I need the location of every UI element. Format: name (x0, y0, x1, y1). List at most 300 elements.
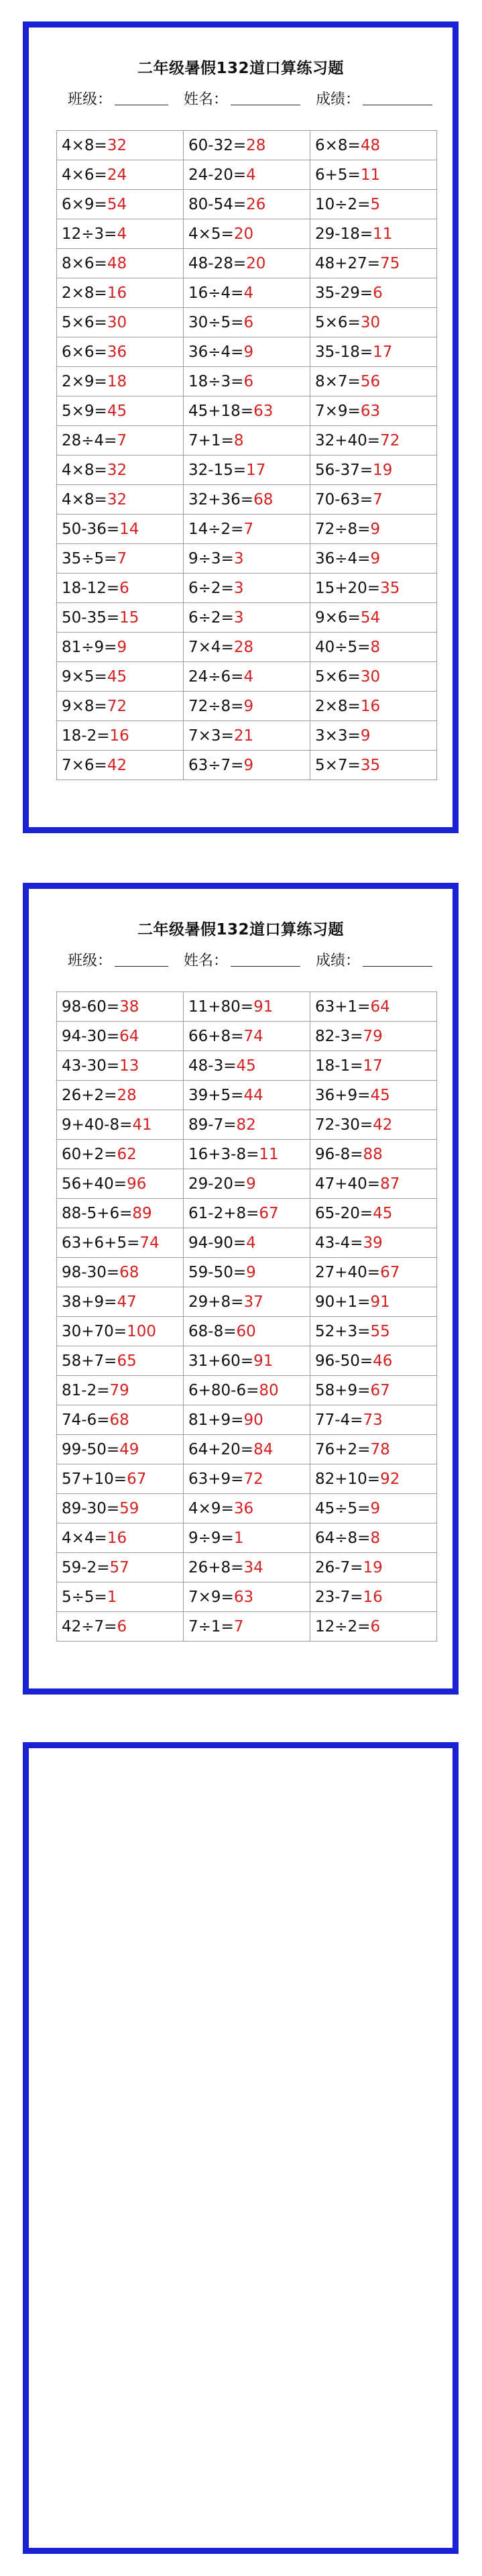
problem-cell (57, 455, 184, 485)
problem-cell (57, 1140, 184, 1169)
problem-answer: 9 (246, 1175, 256, 1193)
problem-expression: 7+1= (188, 431, 234, 449)
class-label: 班级： (68, 953, 113, 969)
problem-cell (184, 219, 310, 249)
problem-expression: 77-4= (315, 1411, 363, 1429)
problem-cell (310, 1376, 437, 1405)
problem-expression: 3×3= (315, 727, 361, 745)
problem-answer: 54 (107, 195, 127, 213)
problem-cell (57, 367, 184, 396)
problem-cell (184, 692, 310, 721)
problem-row (57, 1582, 437, 1612)
problem-cell (57, 219, 184, 249)
problem-answer: 32 (107, 461, 127, 479)
problem-answer: 30 (107, 313, 127, 331)
problem-cell (310, 485, 437, 515)
problem-cell (57, 1022, 184, 1051)
problem-expression: 15+20= (315, 579, 381, 597)
problem-answer: 74 (139, 1234, 160, 1252)
problem-cell (310, 1582, 437, 1612)
problem-row (57, 1435, 437, 1464)
problem-cell (57, 574, 184, 603)
problem-cell (57, 1051, 184, 1081)
problem-expression: 63+9= (188, 1470, 244, 1488)
problem-answer: 90 (243, 1411, 263, 1429)
problem-answer: 18 (107, 372, 127, 390)
problem-answer: 5 (370, 195, 381, 213)
problem-row (57, 1110, 437, 1140)
problem-answer: 9 (370, 549, 381, 568)
problem-cell (57, 1169, 184, 1199)
problem-cell (184, 308, 310, 337)
problem-cell (184, 515, 310, 544)
problem-row (57, 1258, 437, 1287)
problem-cell (57, 544, 184, 574)
problem-answer: 9 (243, 343, 254, 361)
problem-expression: 7×4= (188, 638, 234, 656)
problem-expression: 38+9= (62, 1293, 117, 1311)
problem-cell (57, 190, 184, 219)
problem-cell (57, 426, 184, 455)
problem-answer: 48 (107, 254, 127, 272)
problem-cell (57, 1435, 184, 1464)
problem-answer: 4 (246, 1234, 256, 1252)
problem-expression: 81-2= (62, 1381, 110, 1399)
problem-expression: 63÷7= (188, 756, 244, 774)
problem-answer: 91 (253, 998, 274, 1016)
problem-expression: 80-54= (188, 195, 247, 213)
problem-cell (57, 1494, 184, 1523)
problem-answer: 6 (243, 313, 254, 331)
problem-cell (57, 633, 184, 662)
problem-expression: 29-20= (188, 1175, 247, 1193)
problem-expression: 58+7= (62, 1352, 117, 1370)
problem-expression: 96-8= (315, 1145, 363, 1163)
problem-answer: 11 (259, 1145, 279, 1163)
problem-answer: 55 (370, 1322, 390, 1340)
problem-answer: 6 (243, 372, 254, 390)
problem-cell (184, 1228, 310, 1258)
worksheet-page-3-blank (23, 1742, 459, 2554)
problem-cell (310, 337, 437, 367)
problem-expression: 89-30= (62, 1499, 120, 1517)
problem-cell (310, 1051, 437, 1081)
problem-answer: 36 (233, 1499, 254, 1517)
problem-expression: 5×9= (62, 402, 107, 420)
problem-row (57, 574, 437, 603)
problem-row (57, 337, 437, 367)
problem-answer: 91 (253, 1352, 274, 1370)
problem-cell (57, 1464, 184, 1494)
problem-answer: 68 (109, 1411, 129, 1429)
problem-answer: 15 (119, 608, 139, 627)
problem-answer: 9 (370, 520, 381, 538)
problem-cell (57, 515, 184, 544)
problem-expression: 7×9= (188, 1588, 234, 1606)
problem-cell (184, 633, 310, 662)
problem-answer: 32 (107, 490, 127, 508)
class-blank[interactable] (115, 966, 168, 967)
problem-expression: 39+5= (188, 1086, 244, 1104)
problem-expression: 23-7= (315, 1588, 363, 1606)
name-label: 姓名： (184, 91, 229, 108)
problem-answer: 60 (236, 1322, 256, 1340)
problem-answer: 34 (243, 1558, 263, 1576)
problem-cell (184, 1376, 310, 1405)
problem-expression: 27+40= (315, 1263, 381, 1281)
problem-row (57, 160, 437, 190)
problem-expression: 57+10= (62, 1470, 127, 1488)
problem-cell (310, 603, 437, 633)
problem-cell (184, 337, 310, 367)
problem-expression: 99-50= (62, 1440, 120, 1458)
problem-answer: 63 (233, 1588, 254, 1606)
name-blank[interactable] (231, 966, 300, 967)
problem-expression: 94-90= (188, 1234, 247, 1252)
problem-expression: 26-7= (315, 1558, 363, 1576)
score-label: 成绩： (316, 91, 361, 108)
problem-expression: 4×5= (188, 225, 234, 243)
problem-answer: 9 (243, 756, 254, 774)
problem-answer: 79 (109, 1381, 129, 1399)
problem-cell (184, 1317, 310, 1346)
problem-expression: 88-5+6= (62, 1204, 133, 1222)
problem-cell (310, 190, 437, 219)
problem-expression: 9+40-8= (62, 1116, 133, 1134)
problem-answer: 3 (233, 608, 244, 627)
problem-cell (184, 662, 310, 692)
problem-expression: 48+27= (315, 254, 381, 272)
problem-cell (310, 1081, 437, 1110)
problem-expression: 66+8= (188, 1027, 244, 1045)
problem-answer: 11 (360, 166, 381, 184)
problem-expression: 16+3-8= (188, 1145, 259, 1163)
problem-cell (184, 190, 310, 219)
problem-cell (310, 515, 437, 544)
score-blank[interactable] (363, 966, 432, 967)
problem-expression: 42÷7= (62, 1617, 117, 1635)
problem-answer: 78 (370, 1440, 390, 1458)
problem-row (57, 515, 437, 544)
problem-answer: 89 (132, 1204, 152, 1222)
problem-expression: 63+1= (315, 998, 371, 1016)
problem-expression: 8×7= (315, 372, 361, 390)
problem-expression: 11+80= (188, 998, 254, 1016)
problem-cell (184, 1582, 310, 1612)
problem-answer: 45 (236, 1057, 256, 1075)
problem-answer: 67 (127, 1470, 147, 1488)
problem-answer: 16 (360, 697, 381, 715)
problem-row (57, 426, 437, 455)
problem-cell (184, 1199, 310, 1228)
problem-expression: 29+8= (188, 1293, 244, 1311)
problem-row (57, 1494, 437, 1523)
problem-answer: 28 (233, 638, 254, 656)
problem-row (57, 1464, 437, 1494)
problem-cell (184, 1523, 310, 1553)
problem-cell (57, 1582, 184, 1612)
problem-expression: 7×6= (62, 756, 107, 774)
problem-cell (184, 1464, 310, 1494)
problem-expression: 4×9= (188, 1499, 234, 1517)
problem-expression: 58+9= (315, 1381, 371, 1399)
problem-cell (184, 721, 310, 751)
problem-expression: 40÷5= (315, 638, 371, 656)
problem-answer: 35 (380, 579, 400, 597)
class-label: 班级： (68, 91, 113, 108)
problem-expression: 9×6= (315, 608, 361, 627)
problem-row (57, 1287, 437, 1317)
problem-expression: 61-2+8= (188, 1204, 259, 1222)
problem-answer: 67 (259, 1204, 279, 1222)
problem-cell (184, 751, 310, 780)
problem-expression: 18÷3= (188, 372, 244, 390)
problem-answer: 79 (363, 1027, 383, 1045)
problem-cell (184, 1169, 310, 1199)
problem-answer: 100 (127, 1322, 156, 1340)
problem-cell (57, 160, 184, 190)
problem-cell (184, 1612, 310, 1642)
problem-cell (184, 992, 310, 1022)
problem-expression: 2×8= (315, 697, 361, 715)
problem-answer: 7 (243, 520, 254, 538)
problem-answer: 48 (360, 136, 381, 154)
problem-answer: 67 (370, 1381, 390, 1399)
problem-expression: 4×8= (62, 490, 107, 508)
problem-cell (310, 308, 437, 337)
problem-cell (184, 131, 310, 160)
problem-cell (57, 1199, 184, 1228)
problem-expression: 5×6= (62, 313, 107, 331)
problem-expression: 35÷5= (62, 549, 117, 568)
problem-answer: 26 (246, 195, 266, 213)
problem-answer: 11 (373, 225, 393, 243)
problem-cell (310, 455, 437, 485)
problem-answer: 39 (363, 1234, 383, 1252)
problem-cell (310, 1435, 437, 1464)
student-info-line (68, 949, 443, 970)
problem-row (57, 1523, 437, 1553)
problem-cell (57, 692, 184, 721)
problem-cell (310, 1110, 437, 1140)
problem-answer: 56 (360, 372, 381, 390)
problem-expression: 28÷4= (62, 431, 117, 449)
problem-expression: 14÷2= (188, 520, 244, 538)
problem-cell (57, 603, 184, 633)
problem-expression: 9÷9= (188, 1529, 234, 1547)
problem-expression: 5×6= (315, 313, 361, 331)
problem-answer: 92 (380, 1470, 400, 1488)
problem-row (57, 633, 437, 662)
problem-answer: 35 (360, 756, 381, 774)
problem-cell (310, 1169, 437, 1199)
problem-cell (184, 1022, 310, 1051)
problem-answer: 16 (363, 1588, 383, 1606)
problem-expression: 9×5= (62, 667, 107, 686)
problem-expression: 32+40= (315, 431, 381, 449)
problem-cell (57, 131, 184, 160)
problem-expression: 6×8= (315, 136, 361, 154)
problem-cell (184, 1140, 310, 1169)
problem-answer: 20 (233, 225, 254, 243)
problem-cell (57, 249, 184, 278)
problem-cell (57, 1110, 184, 1140)
problem-table (56, 991, 437, 1642)
problem-expression: 31+60= (188, 1352, 254, 1370)
problem-cell (310, 426, 437, 455)
problem-expression: 7÷1= (188, 1617, 234, 1635)
problem-cell (310, 1287, 437, 1317)
problem-answer: 17 (373, 343, 393, 361)
problem-expression: 56+40= (62, 1175, 127, 1193)
problem-expression: 98-30= (62, 1263, 120, 1281)
problem-cell (57, 1228, 184, 1258)
problem-cell (57, 662, 184, 692)
problem-cell (310, 1022, 437, 1051)
problem-answer: 68 (253, 490, 274, 508)
problem-row (57, 455, 437, 485)
problem-cell (310, 367, 437, 396)
problem-expression: 12÷2= (315, 1617, 371, 1635)
problem-expression: 70-63= (315, 490, 373, 508)
problem-cell (57, 396, 184, 426)
problem-expression: 5÷5= (62, 1588, 107, 1606)
problem-answer: 87 (380, 1175, 400, 1193)
problem-expression: 60-32= (188, 136, 247, 154)
problem-answer: 45 (370, 1086, 390, 1104)
problem-cell (310, 992, 437, 1022)
problem-expression: 96-50= (315, 1352, 373, 1370)
problem-answer: 57 (109, 1558, 129, 1576)
problem-cell (57, 1081, 184, 1110)
problem-expression: 29-18= (315, 225, 373, 243)
problem-cell (310, 1140, 437, 1169)
problem-expression: 2×9= (62, 372, 107, 390)
worksheet-title: 二年级暑假132道口算练习题 (137, 60, 344, 77)
problem-expression: 50-35= (62, 608, 120, 627)
problem-answer: 49 (119, 1440, 139, 1458)
problem-answer: 42 (107, 756, 127, 774)
problem-cell (57, 308, 184, 337)
problem-row (57, 1199, 437, 1228)
problem-cell (310, 544, 437, 574)
problem-expression: 72÷8= (315, 520, 371, 538)
problem-cell (184, 426, 310, 455)
problem-cell (310, 1464, 437, 1494)
problem-answer: 8 (233, 431, 244, 449)
problem-answer: 82 (236, 1116, 256, 1134)
problem-expression: 72÷8= (188, 697, 244, 715)
worksheet-page-1 (23, 21, 459, 833)
problem-cell (310, 1405, 437, 1435)
problem-expression: 35-18= (315, 343, 373, 361)
problem-expression: 16÷4= (188, 284, 244, 302)
problem-cell (310, 574, 437, 603)
problem-expression: 35-29= (315, 284, 373, 302)
problem-answer: 6 (370, 1617, 381, 1635)
problem-answer: 6 (373, 284, 383, 302)
problem-expression: 32-15= (188, 461, 247, 479)
problem-answer: 65 (117, 1352, 137, 1370)
problem-answer: 72 (243, 1470, 263, 1488)
problem-answer: 17 (246, 461, 266, 479)
problem-expression: 60+2= (62, 1145, 117, 1163)
problem-cell (57, 1346, 184, 1376)
problem-cell (57, 337, 184, 367)
problem-cell (310, 633, 437, 662)
problem-answer: 88 (363, 1145, 383, 1163)
problem-expression: 50-36= (62, 520, 120, 538)
problem-expression: 26+8= (188, 1558, 244, 1576)
problem-expression: 9×8= (62, 697, 107, 715)
problem-answer: 41 (132, 1116, 152, 1134)
problem-cell (184, 1435, 310, 1464)
problem-expression: 48-3= (188, 1057, 237, 1075)
problem-row (57, 751, 437, 780)
problem-expression: 18-2= (62, 727, 110, 745)
problem-answer: 91 (370, 1293, 390, 1311)
problem-expression: 81÷9= (62, 638, 117, 656)
problem-cell (184, 1553, 310, 1582)
problem-expression: 26+2= (62, 1086, 117, 1104)
problem-expression: 74-6= (62, 1411, 110, 1429)
problem-expression: 48-28= (188, 254, 247, 272)
problem-expression: 63+6+5= (62, 1234, 140, 1252)
problem-row (57, 662, 437, 692)
problem-answer: 45 (107, 667, 127, 686)
problem-expression: 6÷2= (188, 608, 234, 627)
problem-cell (310, 1494, 437, 1523)
problem-answer: 84 (253, 1440, 274, 1458)
problem-expression: 18-1= (315, 1057, 363, 1075)
problem-answer: 9 (370, 1499, 381, 1517)
problem-answer: 64 (119, 1027, 139, 1045)
problem-expression: 6+80-6= (188, 1381, 259, 1399)
problem-cell (184, 603, 310, 633)
problem-expression: 7×3= (188, 727, 234, 745)
problem-row (57, 721, 437, 751)
problem-cell (310, 219, 437, 249)
worksheet-title: 二年级暑假132道口算练习题 (137, 921, 344, 938)
score-label: 成绩： (316, 953, 361, 969)
problem-answer: 4 (243, 667, 254, 686)
problem-cell (184, 278, 310, 308)
problem-expression: 4×8= (62, 461, 107, 479)
problem-cell (310, 1612, 437, 1642)
problem-answer: 19 (373, 461, 393, 479)
problem-expression: 43-4= (315, 1234, 363, 1252)
problem-expression: 6×9= (62, 195, 107, 213)
problem-expression: 89-7= (188, 1116, 237, 1134)
problem-answer: 3 (233, 549, 244, 568)
problem-cell (310, 1199, 437, 1228)
problem-expression: 7×9= (315, 402, 361, 420)
problem-cell (184, 544, 310, 574)
problem-expression: 8×6= (62, 254, 107, 272)
problem-cell (310, 396, 437, 426)
problem-expression: 32+36= (188, 490, 254, 508)
problem-answer: 67 (380, 1263, 400, 1281)
problem-cell (310, 160, 437, 190)
worksheet-page-2 (23, 883, 459, 1695)
problem-cell (57, 278, 184, 308)
problem-cell (57, 1612, 184, 1642)
problem-cell (310, 1317, 437, 1346)
problem-expression: 4×6= (62, 166, 107, 184)
problem-answer: 4 (246, 166, 256, 184)
problem-answer: 28 (246, 136, 266, 154)
problem-cell (310, 278, 437, 308)
